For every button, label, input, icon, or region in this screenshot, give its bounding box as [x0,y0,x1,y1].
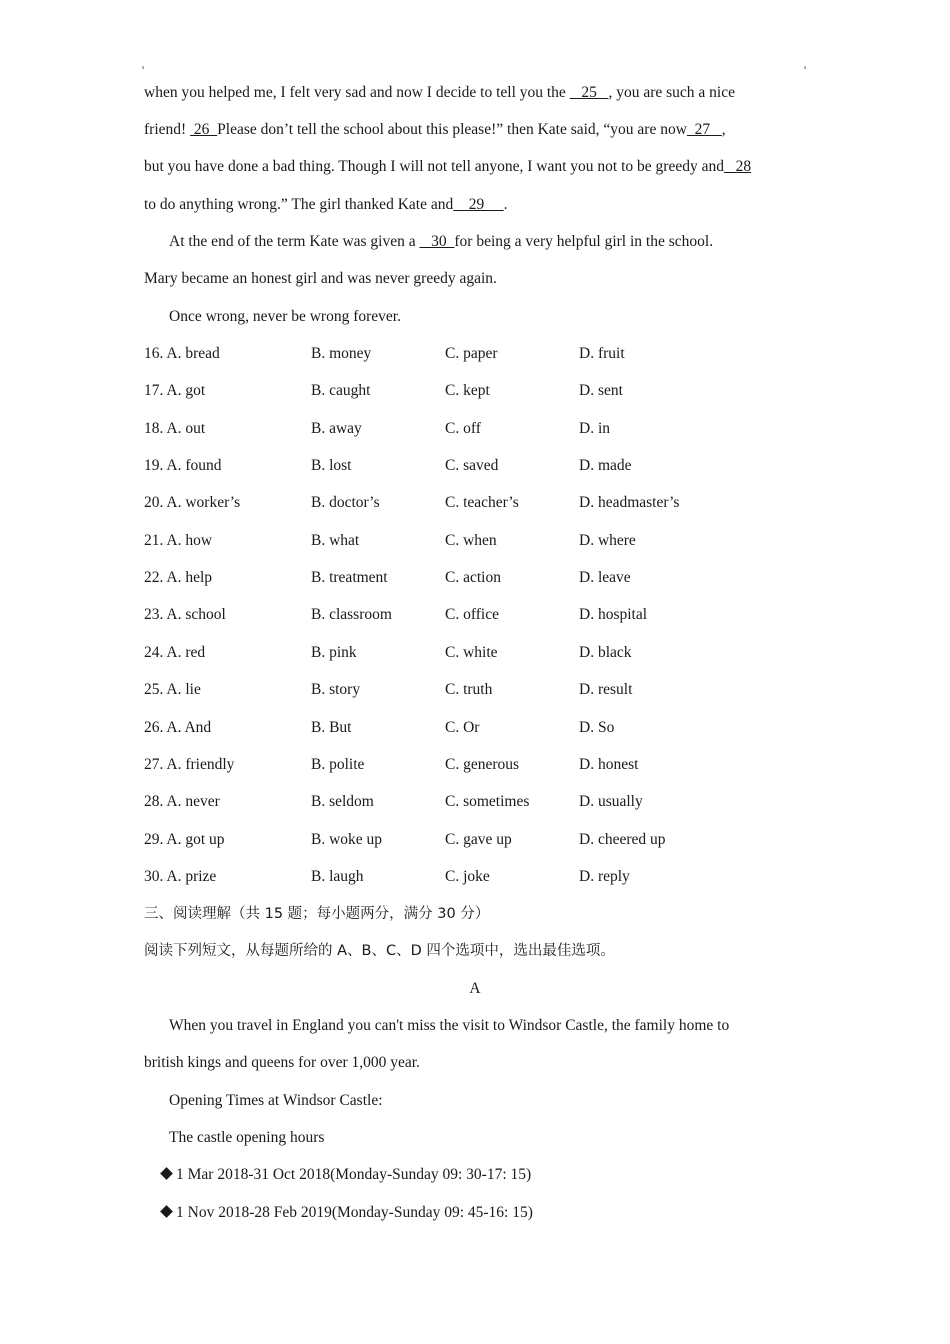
blank-25: 25 [569,84,609,101]
passage-text: when you helped me, I felt very sad and now I decide to tell you the [144,84,570,101]
blank-29: 29 [453,196,504,213]
passage-text: . [503,196,508,213]
option-b: B. treatment [311,569,388,586]
option-a: 27. A. friendly [144,756,235,773]
section-instruction: 阅读下列短文，从每题所给的 A、B、C、D 四个选项中，选出最佳选项。 [144,943,615,959]
passage-line: Mary became an honest girl and was never greedy again. [144,270,497,287]
option-d: D. in [579,420,610,437]
question-row [144,419,824,439]
option-b: B. woke up [311,831,383,848]
option-d: D. sent [579,382,623,399]
diamond-bullet-icon [160,1205,173,1218]
diamond-bullet-icon [160,1167,173,1180]
question-row [144,605,824,625]
passage-text: but you have done a bad thing. Though I will not tell anyone, I want you not to be greedy and [144,158,724,175]
opening-hours-item [162,1203,533,1223]
corner-mark-right: ' [804,63,807,77]
passage-line [144,195,824,215]
passage-text: friend! [144,121,191,138]
option-c: C. joke [445,868,490,885]
option-c: C. sometimes [445,793,530,810]
passage-line [144,83,824,103]
option-d: D. made [579,457,632,474]
option-c: C. gave up [445,831,512,848]
question-row [144,867,824,887]
corner-mark-left: ' [142,63,145,77]
option-d: D. cheered up [579,831,666,848]
reading-paragraph: Opening Times at Windsor Castle: [169,1092,383,1109]
option-b: B. seldom [311,793,374,810]
passage-line: Once wrong, never be wrong forever. [169,308,401,325]
question-row [144,792,824,812]
option-a: 24. A. red [144,644,206,661]
passage-label: A [469,980,481,997]
option-b: B. polite [311,756,365,773]
passage-text: , [721,121,726,138]
question-row [144,381,824,401]
option-c: C. kept [445,382,490,399]
question-row [144,718,824,738]
option-a: 17. A. got [144,382,206,399]
passage-text: , you are such a nice [608,84,735,101]
question-row [144,344,824,364]
blank-27: 27 [686,121,722,138]
option-b: B. But [311,719,352,736]
option-d: D. usually [579,793,643,810]
option-d: D. result [579,681,633,698]
option-b: B. what [311,532,360,549]
section-heading: 三、阅读理解（共 15 题；每小题两分，满分 30 分） [144,906,490,922]
option-a: 18. A. out [144,420,206,437]
option-a: 16. A. bread [144,345,220,362]
option-a: 28. A. never [144,793,220,810]
opening-hours-text: 1 Mar 2018-31 Oct 2018(Monday-Sunday 09: 30-17: 15) [176,1166,532,1183]
question-row [144,456,824,476]
option-b: B. caught [311,382,371,399]
passage-line [144,157,824,177]
blank-28: 28 [723,158,752,175]
passage-text: to do anything wrong.” The girl thanked Kate and [144,196,454,213]
option-b: B. pink [311,644,357,661]
option-a: 21. A. how [144,532,213,549]
option-b: B. lost [311,457,352,474]
question-row [144,755,824,775]
opening-hours-item [162,1165,531,1185]
question-row [144,493,824,513]
option-d: D. leave [579,569,631,586]
option-a: 19. A. found [144,457,222,474]
option-c: C. off [445,420,481,437]
option-a: 25. A. lie [144,681,201,698]
option-d: D. where [579,532,636,549]
passage-line [144,120,824,140]
question-row [144,531,824,551]
option-d: D. So [579,719,615,736]
option-b: B. story [311,681,361,698]
option-c: C. office [445,606,499,623]
option-b: B. classroom [311,606,392,623]
option-c: C. truth [445,681,493,698]
option-a: 29. A. got up [144,831,225,848]
question-row [144,643,824,663]
option-a: 26. A. And [144,719,212,736]
option-a: 22. A. help [144,569,213,586]
option-a: 30. A. prize [144,868,217,885]
option-c: C. saved [445,457,499,474]
option-d: D. reply [579,868,630,885]
option-d: D. hospital [579,606,648,623]
option-d: D. fruit [579,345,625,362]
passage-text: for being a very helpful girl in the school. [454,233,714,250]
reading-paragraph: british kings and queens for over 1,000 year. [144,1054,420,1071]
passage-text: Please don’t tell the school about this please!” then Kate said, “you are now [217,121,687,138]
option-c: C. when [445,532,497,549]
option-c: C. white [445,644,498,661]
option-b: B. away [311,420,362,437]
option-b: B. laugh [311,868,364,885]
reading-paragraph: When you travel in England you can't miss the visit to Windsor Castle, the family home to [169,1017,730,1034]
blank-26: 26 [190,121,218,138]
option-d: D. headmaster’s [579,494,680,511]
opening-hours-text: 1 Nov 2018-28 Feb 2019(Monday-Sunday 09: 45-16: 15) [176,1204,533,1221]
option-c: C. generous [445,756,520,773]
question-row [144,830,824,850]
option-d: D. black [579,644,632,661]
question-row [144,568,824,588]
option-a: 20. A. worker’s [144,494,241,511]
option-c: C. Or [445,719,480,736]
option-c: C. paper [445,345,498,362]
option-a: 23. A. school [144,606,226,623]
reading-paragraph: The castle opening hours [169,1129,325,1146]
blank-30: 30 [419,233,455,250]
option-b: B. doctor’s [311,494,380,511]
passage-line [169,232,849,252]
option-c: C. teacher’s [445,494,519,511]
question-row [144,680,824,700]
option-d: D. honest [579,756,639,773]
option-c: C. action [445,569,501,586]
passage-text: At the end of the term Kate was given a [169,233,420,250]
option-b: B. money [311,345,372,362]
